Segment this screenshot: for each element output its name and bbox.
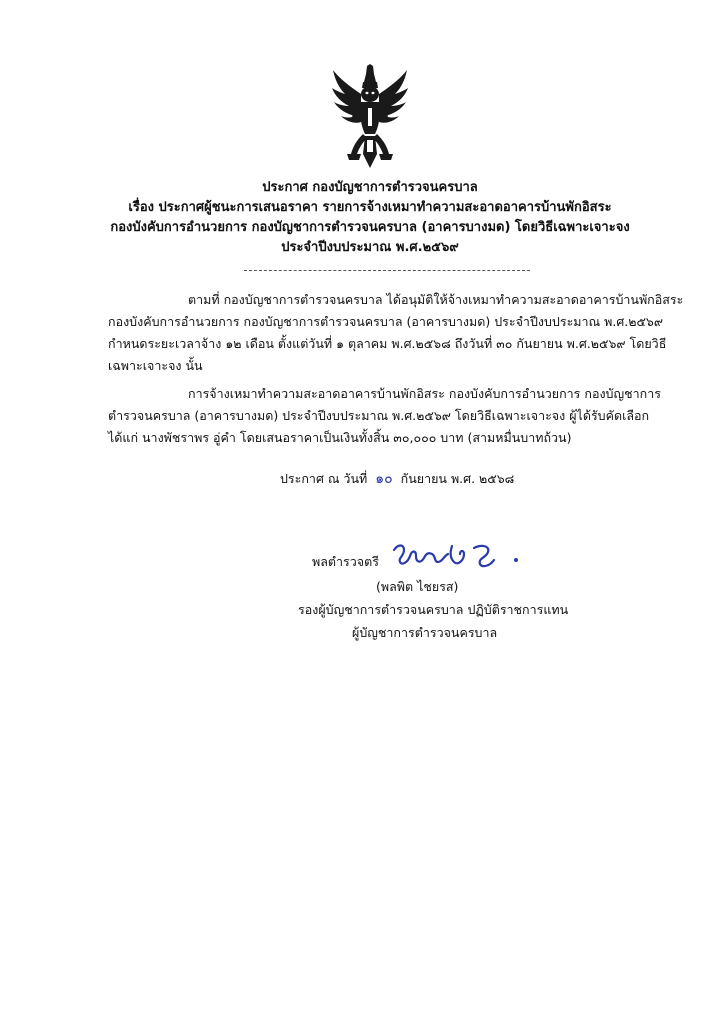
signer-office: ผู้บัญชาการตำรวจนครบาล xyxy=(352,625,498,640)
garuda-emblem-icon xyxy=(331,64,409,170)
paragraph-line: กองบังคับการอำนวยการ กองบัญชาการตำรวจนครบาล (อาคารบางมด) ประจำปีงบประมาณ พ.ศ.๒๕๖๙ xyxy=(108,314,664,329)
announcement-title: ประกาศ กองบัญชาการตำรวจนครบาล xyxy=(262,180,478,195)
paragraph-line: การจ้างเหมาทำความสะอาดอาคารบ้านพักอิสระ กองบังคับการอำนวยการ กองบัญชาการ xyxy=(188,386,661,401)
paragraph-line: กำหนดระยะเวลาจ้าง ๑๒ เดือน ตั้งแต่วันที่ ๑ ตุลาคม พ.ศ.๒๕๖๘ ถึงวันที่ ๓๐ กันยายน พ.ศ.๒๕๖๙ โดยวิธี xyxy=(108,336,667,351)
date-prefix: ประกาศ ณ วันที่ xyxy=(280,471,368,486)
handwritten-day: ๑๐ xyxy=(375,471,393,487)
date-suffix: กันยายน พ.ศ. ๒๕๖๘ xyxy=(400,471,515,486)
paragraph-line: ตามที่ กองบัญชาการตำรวจนครบาล ได้อนุมัติให้จ้างเหมาทำความสะอาดอาคารบ้านพักอิสระ xyxy=(188,292,684,307)
paragraph-line: ตำรวจนครบาล (อาคารบางมด) ประจำปีงบประมาณ พ.ศ.๒๕๖๙ โดยวิธีเฉพาะเจาะจง ผู้ได้รับคัดเลือก xyxy=(108,408,650,423)
paragraph-line: เฉพาะเจาะจง นั้น xyxy=(108,358,203,373)
subject-line: เรื่อง ประกาศผู้ชนะการเสนอราคา รายการจ้างเหมาทำความสะอาดอาคารบ้านพักอิสระ xyxy=(128,200,612,215)
handwritten-signature xyxy=(390,538,550,574)
signer-name: (พลพิต ไชยรส) xyxy=(376,579,459,594)
signer-rank: พลตำรวจตรี xyxy=(312,554,379,569)
signer-role: รองผู้บัญชาการตำรวจนครบาล ปฏิบัติราชการแทน xyxy=(298,602,569,617)
divider xyxy=(244,270,530,271)
subject-line-continued: กองบังคับการอำนวยการ กองบัญชาการตำรวจนครบาล (อาคารบางมด) โดยวิธีเฉพาะเจาะจง xyxy=(110,220,630,235)
paragraph-winner xyxy=(108,383,661,449)
fiscal-year-line: ประจำปีงบประมาณ พ.ศ.๒๕๖๙ xyxy=(281,240,459,255)
paragraph-line: ได้แก่ นางพัชราพร อู่คำ โดยเสนอราคาเป็นเงินทั้งสิ้น ๓๐,๐๐๐ บาท (สามหมื่นบาทถ้วน) xyxy=(108,430,572,445)
announcement-date xyxy=(280,468,514,490)
paragraph-background xyxy=(108,289,684,377)
